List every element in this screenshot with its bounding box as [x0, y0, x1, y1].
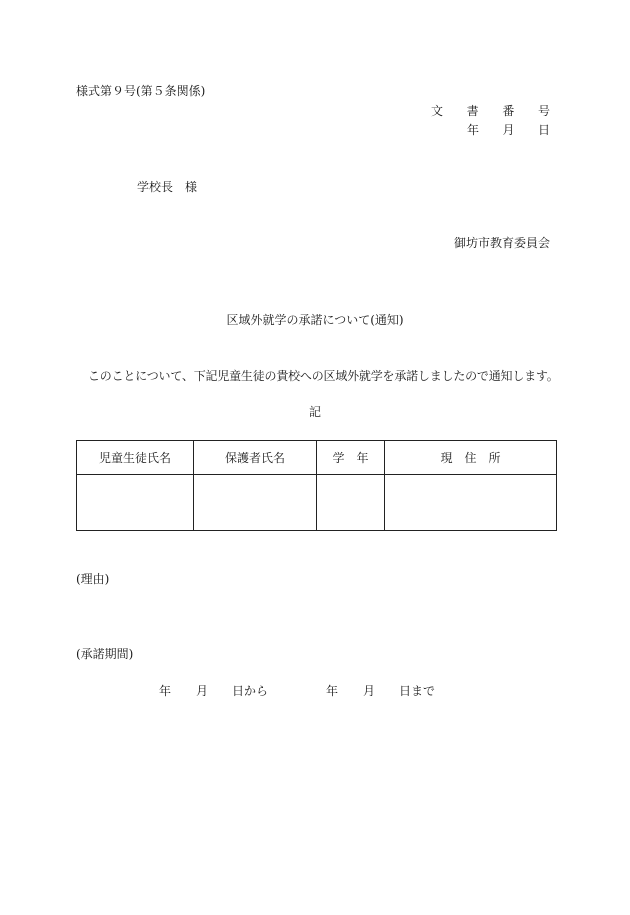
period-to-month: 月	[363, 684, 376, 698]
student-table	[76, 440, 557, 531]
table-header-row	[77, 441, 557, 475]
header-address: 現 住 所	[385, 441, 557, 475]
date-year-char: 年	[467, 123, 480, 137]
document-number-label	[431, 104, 550, 118]
period-to-day: 日まで	[399, 684, 436, 698]
doc-number-char: 文	[431, 104, 444, 118]
sender: 御坊市教育委員会	[453, 236, 550, 250]
date-day-char: 日	[537, 123, 550, 137]
doc-number-char: 号	[537, 104, 550, 118]
doc-number-char: 書	[466, 104, 479, 118]
issue-date-label	[467, 123, 550, 137]
header-guardian-name: 保護者氏名	[194, 441, 317, 475]
cell-guardian-name[interactable]	[194, 475, 317, 531]
table-row	[77, 475, 557, 531]
addressee-name: 学校長	[137, 180, 174, 194]
document-title: 区域外就学の承諾について(通知)	[226, 313, 404, 327]
ki-heading: 記	[308, 405, 321, 419]
period-from-day: 日から	[232, 684, 269, 698]
approval-period	[159, 684, 435, 698]
cell-grade[interactable]	[317, 475, 385, 531]
cell-address[interactable]	[385, 475, 557, 531]
doc-number-char: 番	[502, 104, 515, 118]
addressee	[137, 180, 197, 194]
form-number: 様式第９号(第５条関係)	[76, 84, 206, 98]
cell-student-name[interactable]	[77, 475, 194, 531]
date-month-char: 月	[502, 123, 515, 137]
reason-label: (理由)	[76, 572, 110, 586]
period-to-year: 年	[326, 684, 339, 698]
period-from-year: 年	[159, 684, 172, 698]
body-text: このことについて、下記児童生徒の貴校への区域外就学を承諾しましたので通知します。	[88, 369, 559, 383]
header-student-name: 児童生徒氏名	[77, 441, 194, 475]
header-grade: 学 年	[317, 441, 385, 475]
addressee-honorific: 様	[185, 180, 198, 194]
period-from-month: 月	[196, 684, 209, 698]
period-label: (承諾期間)	[76, 647, 134, 661]
